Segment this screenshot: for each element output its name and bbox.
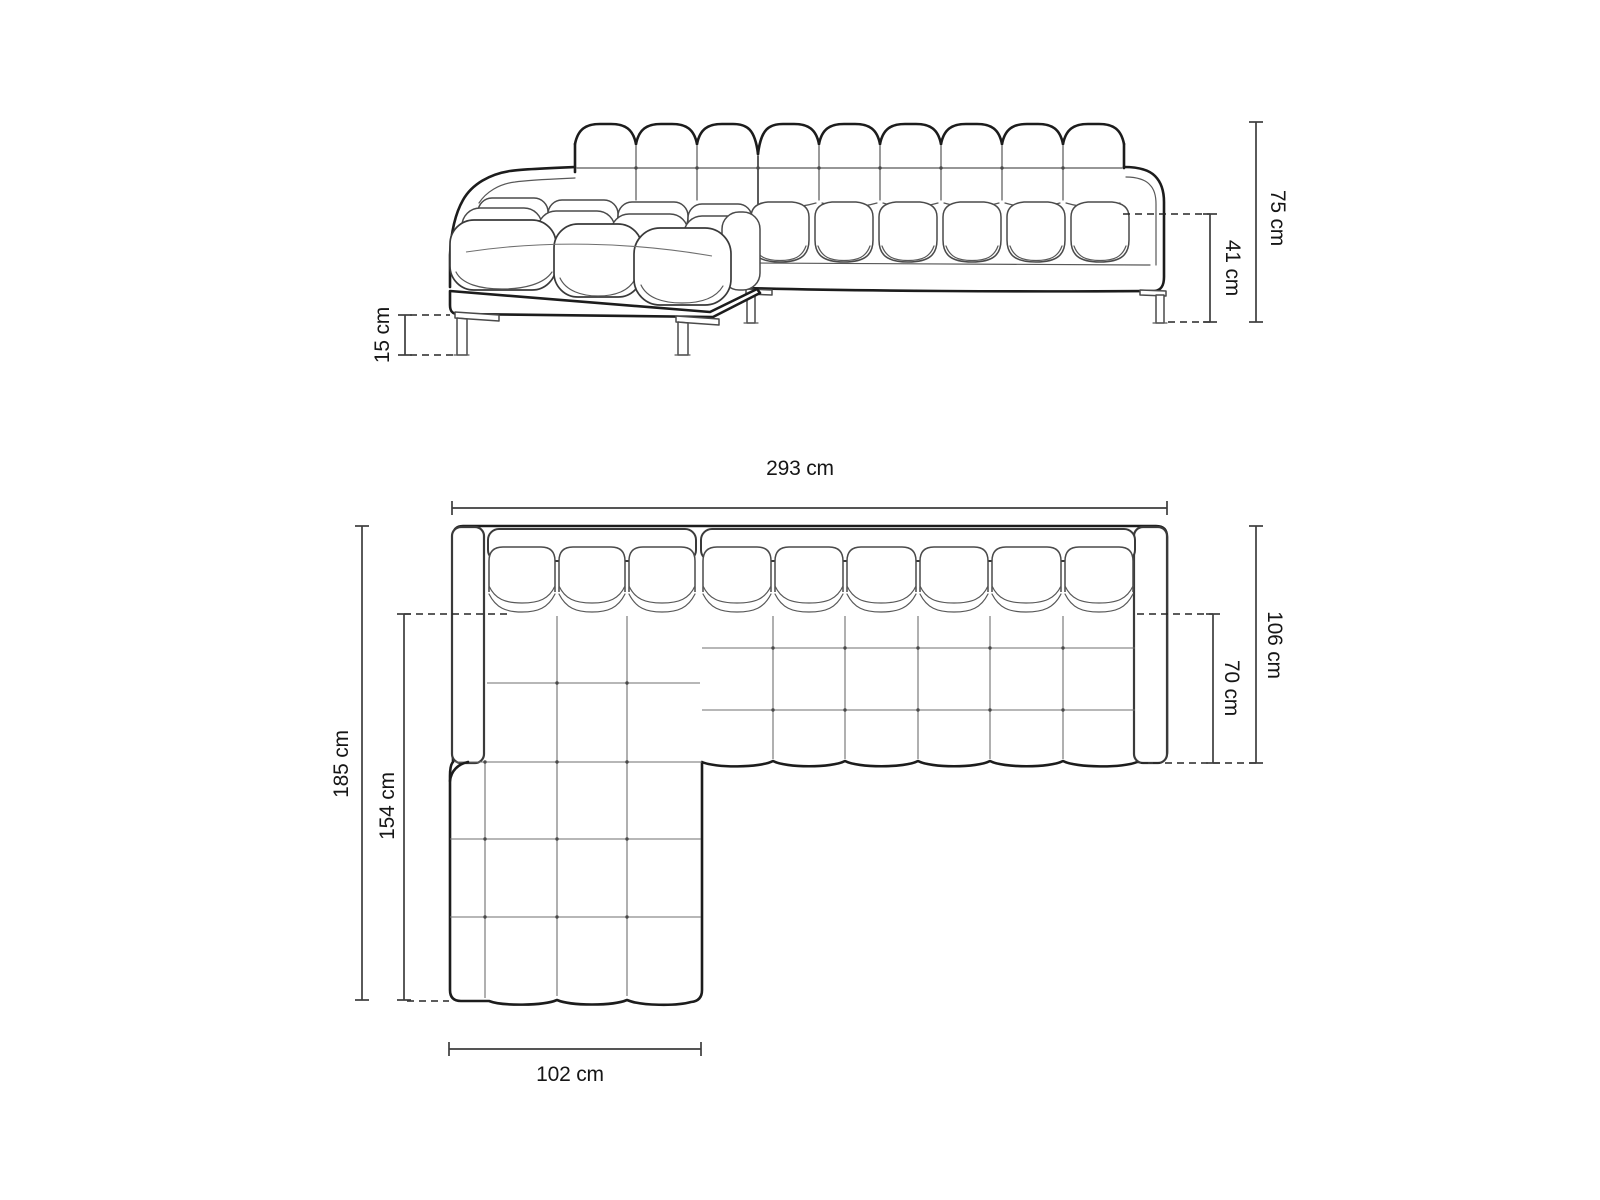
dimension-line-total-depth — [1249, 526, 1263, 763]
dimension-label-chaise-total-length: 185 cm — [330, 730, 353, 798]
sofa-front-view — [450, 124, 1167, 355]
sofa-top-view — [450, 526, 1167, 1005]
dimension-line-total-height — [1249, 122, 1263, 322]
front-backrest — [575, 124, 1124, 207]
front-chaise-legs — [454, 312, 719, 355]
dimension-label-total-width: 293 cm — [766, 457, 834, 480]
dimension-label-chaise-seat-length: 154 cm — [376, 772, 399, 840]
front-bench-base — [745, 263, 1155, 291]
front-bench-legs — [744, 289, 1167, 323]
front-bench-cushions — [751, 202, 1129, 262]
dimension-label-total-height: 75 cm — [1266, 189, 1289, 247]
dimension-line-chaise-total-length — [355, 526, 369, 1000]
dimension-label-total-depth: 106 cm — [1263, 611, 1286, 679]
dimension-line-total-width — [452, 501, 1167, 515]
dimension-line-chaise-width — [449, 1042, 701, 1056]
top-left-armrest — [452, 527, 484, 763]
top-right-armrest — [1134, 527, 1167, 763]
dimension-label-leg-height: 15 cm — [371, 306, 394, 364]
dimension-line-seat-height — [1203, 214, 1217, 322]
dimension-line-leg-height — [398, 315, 412, 355]
dimension-label-chaise-width: 102 cm — [536, 1063, 604, 1086]
dimension-line-seat-depth — [1206, 614, 1220, 763]
dimension-label-seat-height: 41 cm — [1221, 239, 1244, 297]
dimension-label-seat-depth: 70 cm — [1220, 659, 1243, 717]
front-right-armrest — [1124, 167, 1164, 291]
front-chaise-cushions — [450, 198, 760, 305]
